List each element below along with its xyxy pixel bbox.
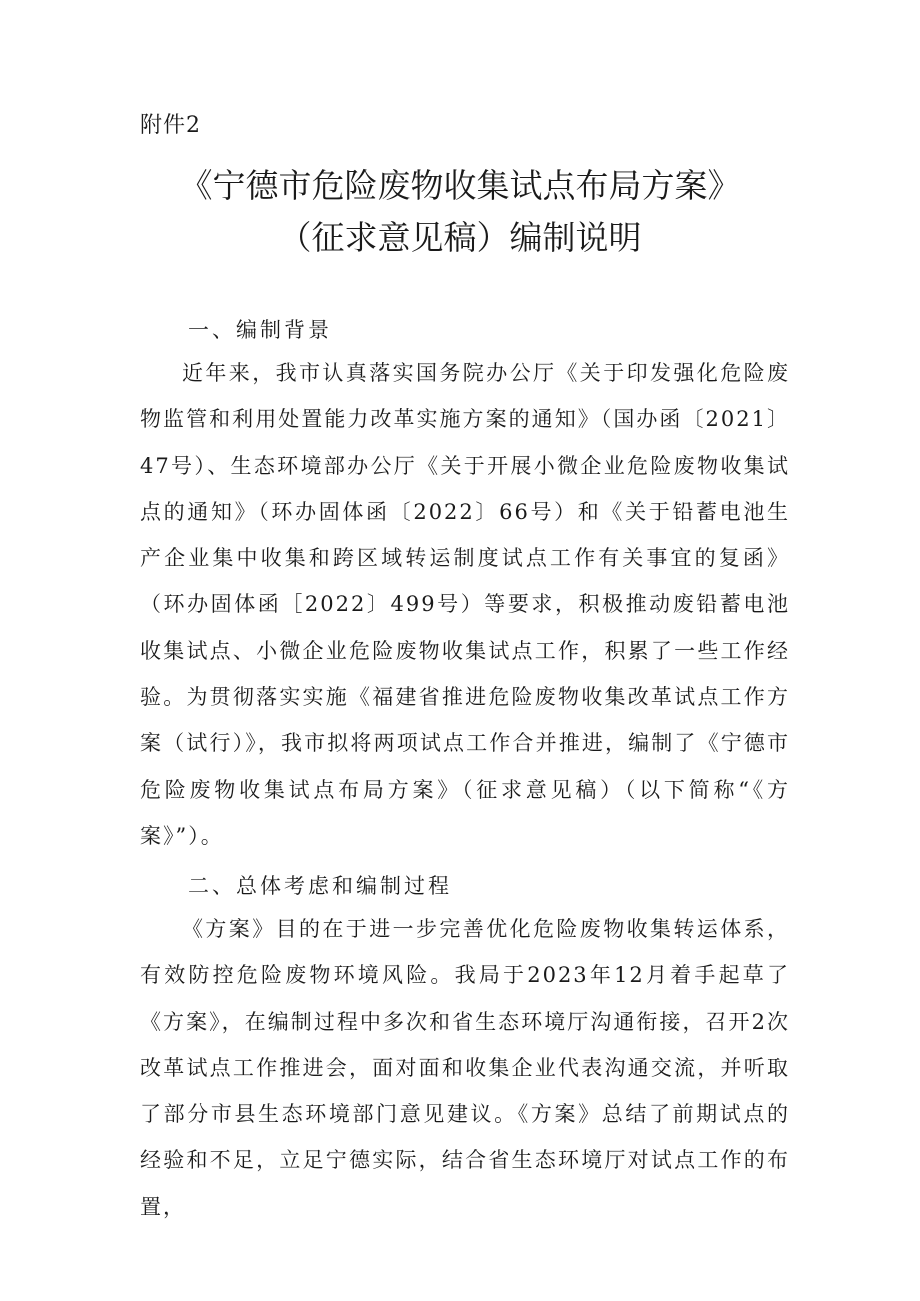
section-heading-background: 一、编制背景: [188, 318, 332, 342]
attachment-label: 附件2: [140, 113, 201, 138]
section-paragraph-overall-process: 《方案》目的在于进一步完善优化危险废物收集转运体系，有效防控危险废物环境风险。我局于2023年12月着手起草了《方案》，在编制过程中多次和省生态环境厅沟通衔接，召开2次改革试点工作推进会，面对面和收集企业代表沟通交流，并听取了部分市县生态环境部门意见建议。《方案》总结了前期试点的经验和不足，立足宁德实际，结合省生态环境厅对试点工作的布置，: [140, 917, 790, 1219]
document-title-line-1: 《宁德市危险废物收集试点布局方案》: [179, 166, 741, 205]
section-paragraph-background: 近年来，我市认真落实国务院办公厅《关于印发强化危险废物监管和利用处置能力改革实施方案的通知》（国办函〔2021〕47号）、生态环境部办公厅《关于开展小微企业危险废物收集试点的通知》（环办固体函〔2022〕66号）和《关于铅蓄电池生产企业集中收集和跨区域转运制度试点工作有关事宜的复函》（环办固体函［2022〕499号）等要求，积极推动废铅蓄电池收集试点、小微企业危险废物收集试点工作，积累了一些工作经验。为贯彻落实实施《福建省推进危险废物收集改革试点工作方案（试行）》，我市拟将两项试点工作合并推进，编制了《宁德市危险废物收集试点布局方案》（征求意见稿）（以下简称“《方案》”）。: [140, 361, 790, 848]
document-title-line-2: （征求意见稿）编制说明: [278, 218, 642, 257]
section-heading-overall-process: 二、总体考虑和编制过程: [188, 874, 452, 898]
